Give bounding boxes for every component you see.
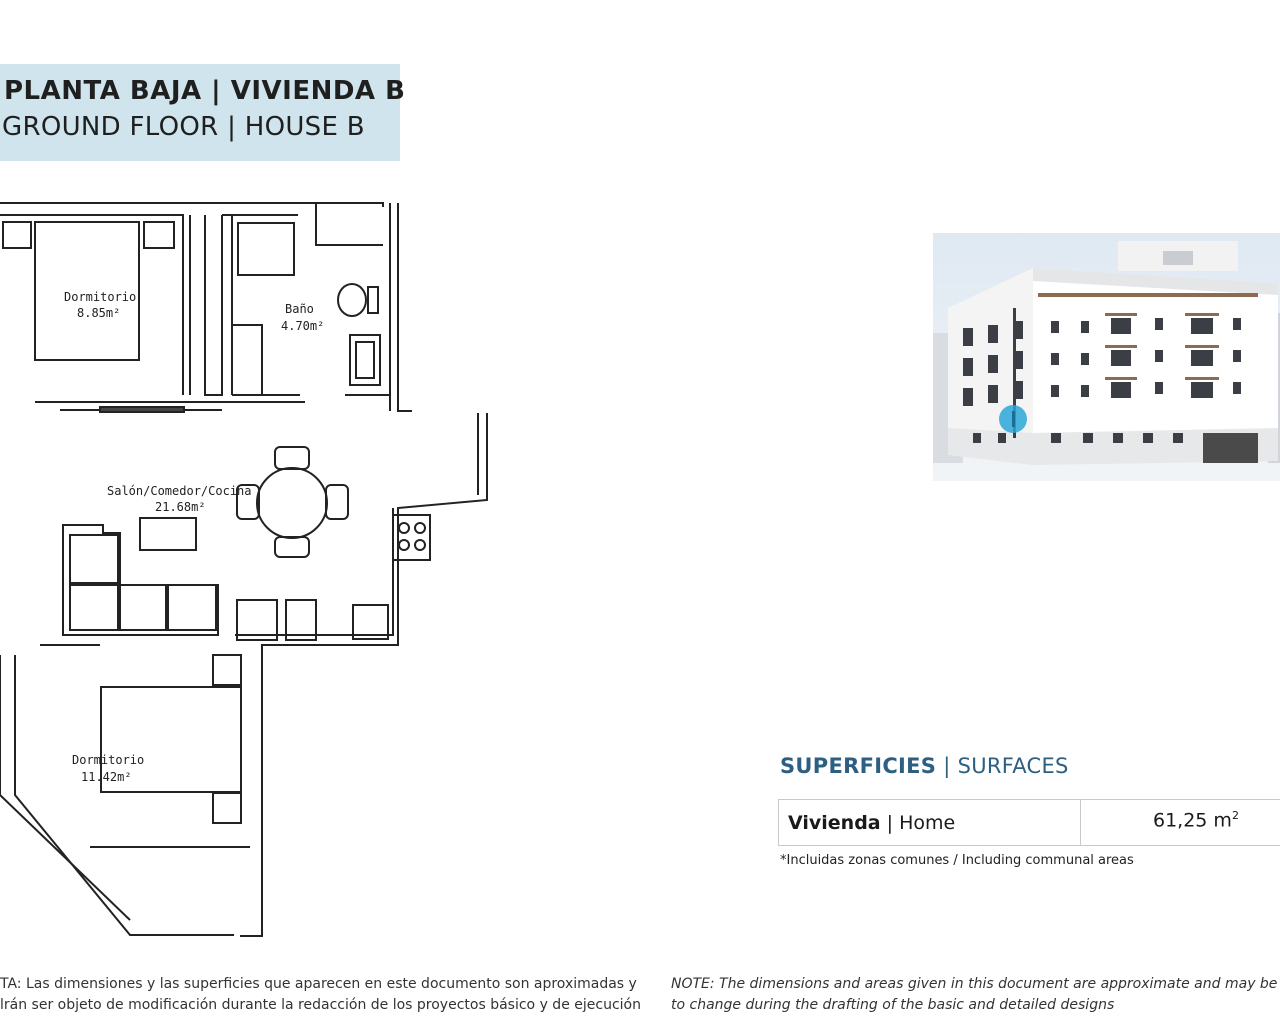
room-area-bedroom-2: 11.42m² [81, 770, 132, 784]
page-title: PLANTA BAJA | VIVIENDA B [4, 76, 406, 106]
surface-value: 61,25 $m^2$ [1153, 809, 1239, 832]
disclaimer-es: TA: Las dimensiones y las superficies que aparecen en este documento son aproximadas y lrán ser objeto de modificación durante la redacción de los proyectos básico y de ejecución [0, 976, 641, 1013]
floor-plan [0, 195, 520, 945]
building-render [933, 233, 1280, 481]
room-name-bathroom: Baño [285, 302, 314, 316]
room-name-living: Salón/Comedor/Cocina [107, 484, 252, 498]
table-divider [1080, 800, 1081, 845]
room-name-bedroom-2: Dormitorio [72, 753, 145, 767]
room-area-living: 21.68m² [155, 500, 206, 514]
room-name-bedroom-1: Dormitorio [64, 290, 137, 304]
room-area-bathroom: 4.70m² [281, 319, 325, 333]
room-area-bedroom-1: 8.85m² [77, 306, 121, 320]
page-subtitle: GROUND FLOOR | HOUSE B [2, 112, 365, 142]
surfaces-table-row [778, 799, 1280, 846]
disclaimer-en: NOTE: The dimensions and areas given in this document are approximate and may be to change during the drafting of the basic and detailed designs [671, 976, 1278, 1013]
surfaces-title: SUPERFICIES | SURFACES [780, 754, 1069, 778]
surface-label: Vivienda | Home [788, 812, 956, 834]
surfaces-note: *Incluidas zonas comunes / Including communal areas [780, 853, 1134, 868]
